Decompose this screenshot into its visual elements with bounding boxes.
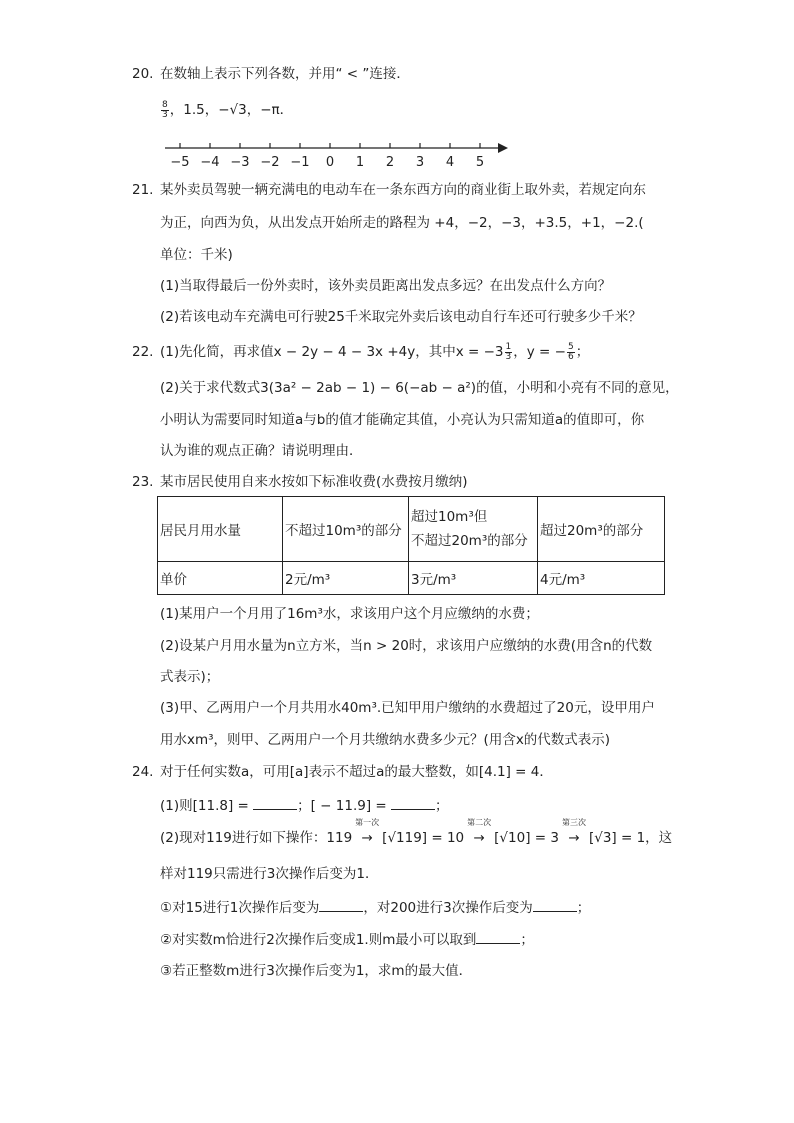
number-line-tick-label: 4 bbox=[445, 155, 455, 170]
q21-number: 21. bbox=[132, 182, 154, 198]
right-arrow-icon: → bbox=[361, 830, 373, 846]
number-line-tick-label: −1 bbox=[290, 155, 310, 170]
q24-intro: 对于任何实数a，可用[a]表示不超过a的最大整数，如[4.1] = 4． bbox=[160, 764, 553, 780]
q21-line3: 单位：千米) bbox=[160, 247, 233, 263]
q23-sub2-line1: (2)设某户月用水量为n立方米，当n > 20时，求该用户应缴纳的水费(用含n的代数 bbox=[160, 638, 653, 654]
fee-table-header-line: 超过10m³但 bbox=[411, 509, 488, 525]
operation-arrow-label: 第一次 bbox=[355, 818, 380, 827]
q24-c3: ③若正整数m进行3次操作后变为1，求m的最大值． bbox=[160, 963, 473, 979]
q22-number: 22. bbox=[132, 344, 154, 360]
q24-sub2-text-b: [√119] = 10 bbox=[382, 830, 465, 846]
q24-sub2 bbox=[160, 818, 673, 848]
right-arrow-icon: → bbox=[473, 830, 485, 846]
q23-sub3-line1: (3)甲、乙两用户一个月共用水40m³.已知甲用户缴纳的水费超过了20元，设甲用户 bbox=[160, 700, 655, 716]
q22-sub1-text: (1)先化简，再求值x − 2y − 4 − 3x +4y，其中x = −3 bbox=[160, 344, 504, 360]
number-line-tick-label: −3 bbox=[230, 155, 250, 170]
q24-sub1-text: (1)则[11.8] = bbox=[160, 798, 249, 814]
right-arrow-icon: → bbox=[568, 830, 580, 846]
q20-numbers-rest: ，1.5，−√3，−π． bbox=[169, 102, 294, 118]
q21-line2: 为正，向西为负，从出发点开始所走的路程为 +4，−2，−3，+3.5，+1，−2.( bbox=[160, 215, 644, 231]
fee-table-row bbox=[158, 562, 665, 595]
fee-table-cell: 2元/m³ bbox=[283, 562, 409, 595]
answer-blank[interactable] bbox=[391, 795, 435, 810]
operation-arrow-label: 第二次 bbox=[467, 818, 492, 827]
q22-sub1 bbox=[160, 342, 589, 362]
q21-sub2: (2)若该电动车充满电可行驶25千米取完外卖后该电动自行车还可行驶多少千米？ bbox=[160, 309, 642, 325]
answer-blank[interactable] bbox=[319, 897, 363, 912]
number-line bbox=[160, 134, 560, 184]
q24-sub2-line2: 样对119只需进行3次操作后变为1． bbox=[160, 866, 379, 882]
answer-blank[interactable] bbox=[253, 795, 297, 810]
number-line-tick-label: 2 bbox=[385, 155, 395, 170]
q23-sub3-line2: 用水xm³，则甲、乙两用户一个月共缴纳水费多少元？(用含x的代数式表示) bbox=[160, 732, 611, 748]
q24-c1 bbox=[160, 897, 590, 918]
fee-table-header-row bbox=[158, 497, 665, 562]
q24-sub2-text-c: [√10] = 3 bbox=[494, 830, 559, 846]
q20-number: 20. bbox=[132, 66, 154, 82]
number-line-tick-label: 5 bbox=[475, 155, 485, 170]
fee-table-header-cell: 居民月用水量 bbox=[158, 497, 283, 562]
fee-table bbox=[157, 496, 665, 595]
q21-line1: 某外卖员驾驶一辆充满电的电动车在一条东西方向的商业街上取外卖，若规定向东 bbox=[160, 182, 646, 198]
operation-arrow-label: 第三次 bbox=[561, 818, 586, 827]
fee-table-header-line: 不超过20m³的部分 bbox=[411, 533, 528, 549]
q22-sub2-line1: (2)关于求代数式3(3a² − 2ab − 1) − 6(−ab − a²)的值，小明和小亮有不同的意见， bbox=[160, 380, 679, 396]
q24-c1-text-c: ； bbox=[576, 900, 591, 916]
number-line-tick-label: 1 bbox=[355, 155, 365, 170]
fee-table-cell: 3元/m³ bbox=[409, 562, 538, 595]
number-line-tick-label: −2 bbox=[260, 155, 280, 170]
fee-table-header-cell: 超过20m³的部分 bbox=[538, 497, 665, 562]
q24-c2 bbox=[160, 929, 534, 950]
q22-fraction-2: $\frac{5}{6}$ bbox=[567, 341, 574, 362]
q24-c2-text: ②对实数m恰进行2次操作后变成1.则m最小可以取到 bbox=[160, 932, 477, 948]
q24-sub1-text-b: ；[ − 11.9] = bbox=[297, 798, 387, 814]
number-line-tick-label: −4 bbox=[200, 155, 220, 170]
operation-arrow-2 bbox=[464, 818, 494, 848]
fee-table-cell: 4元/m³ bbox=[538, 562, 665, 595]
q24-sub1-text-c: ； bbox=[435, 798, 449, 814]
number-line-tick-label: 3 bbox=[415, 155, 425, 170]
q22-sub2-line3: 认为谁的观点正确？请说明理由． bbox=[160, 443, 363, 459]
q23-sub1: (1)某用户一个月用了16m³水，求该用户这个月应缴纳的水费； bbox=[160, 606, 539, 622]
number-line-tick-label: 0 bbox=[325, 155, 335, 170]
q23-sub2-line2: 式表示)； bbox=[160, 669, 220, 685]
q21-sub1: (1)当取得最后一份外卖时，该外卖员距离出发点多远？在出发点什么方向？ bbox=[160, 278, 612, 294]
answer-blank[interactable] bbox=[476, 929, 520, 944]
q23-intro: 某市居民使用自来水按如下标准收费(水费按月缴纳) bbox=[160, 474, 468, 490]
q24-sub2-text-d: [√3] = 1，这 bbox=[588, 830, 673, 846]
q22-sub1-text-c: ； bbox=[575, 344, 590, 360]
q20-prompt: 在数轴上表示下列各数，并用“ < ”连接． bbox=[160, 66, 410, 82]
q24-c1-text-b: ，对200进行3次操作后变为 bbox=[363, 900, 533, 916]
fee-table-cell: 单价 bbox=[158, 562, 283, 595]
q22-sub1-text-b: ，y = − bbox=[513, 344, 566, 360]
q24-c2-text-b: ； bbox=[520, 932, 534, 948]
operation-arrow-1 bbox=[352, 818, 382, 848]
number-line-arrow-icon bbox=[498, 143, 508, 153]
answer-blank[interactable] bbox=[533, 897, 577, 912]
fee-table-header-cell bbox=[409, 497, 538, 562]
q20-numbers bbox=[160, 100, 293, 120]
q23-number: 23. bbox=[132, 474, 154, 490]
q22-sub2-line2: 小明认为需要同时知道a与b的值才能确定其值，小亮认为只需知道a的值即可，你 bbox=[160, 412, 645, 428]
q24-sub1 bbox=[160, 795, 449, 816]
q24-c1-text: ①对15进行1次操作后变为 bbox=[160, 900, 320, 916]
q24-sub2-text: (2)现对119进行如下操作：119 bbox=[160, 830, 353, 846]
operation-arrow-3 bbox=[559, 818, 589, 848]
number-line-tick-label: −5 bbox=[170, 155, 190, 170]
q22-fraction-1: $\frac{1}{3}$ bbox=[505, 341, 512, 362]
q24-number: 24. bbox=[132, 764, 154, 780]
fee-table-header-cell: 不超过10m³的部分 bbox=[283, 497, 409, 562]
q20-fraction: $\frac{8}{3}$ bbox=[162, 99, 168, 120]
